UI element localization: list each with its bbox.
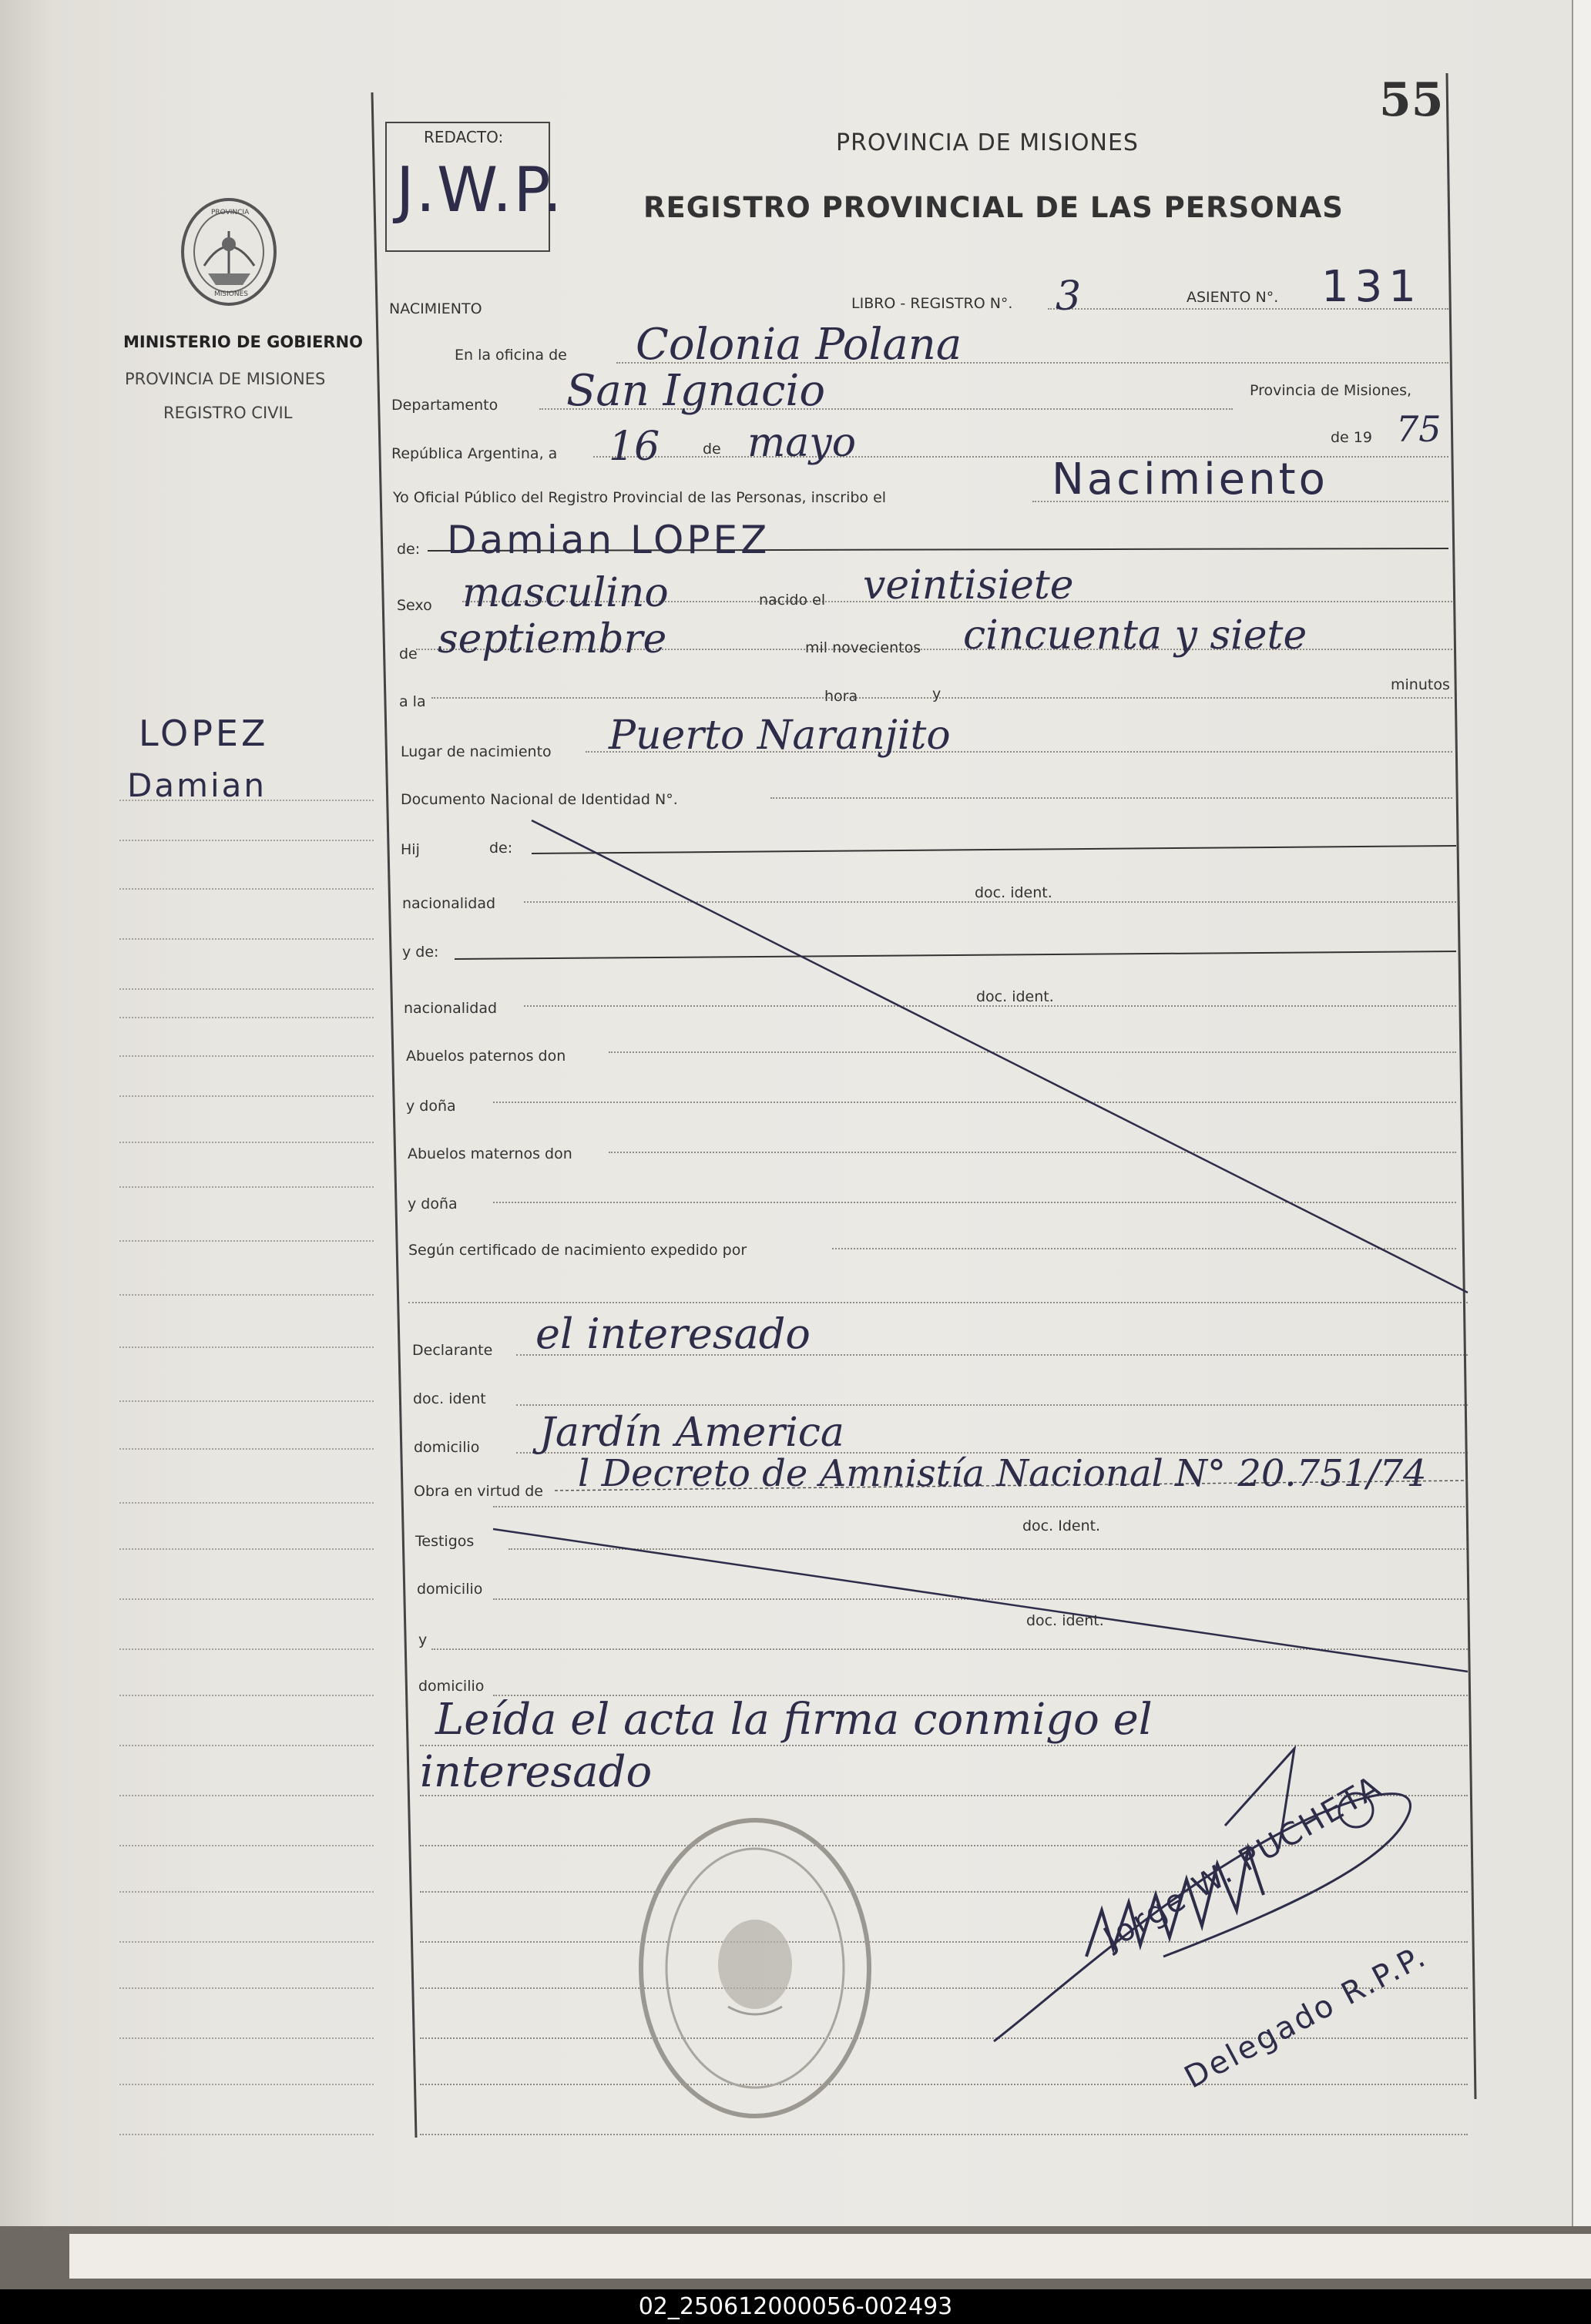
abuelos-maternos-label: Abuelos maternos don xyxy=(408,1145,572,1162)
year-value: 75 xyxy=(1396,408,1442,450)
y-de-label: y de: xyxy=(402,944,439,961)
nacido-value: veintisiete xyxy=(863,562,1074,609)
record-type-label: NACIMIENTO xyxy=(389,300,482,317)
ministry-province: PROVINCIA DE MISIONES xyxy=(125,370,326,388)
domicilio-label: domicilio xyxy=(414,1439,480,1456)
abuelos-paternos-label: Abuelos paternos don xyxy=(406,1048,566,1065)
registry-stamp xyxy=(636,1814,874,2122)
docident-testigo-1-label: doc. Ident. xyxy=(1022,1517,1101,1534)
hijo-label: Hij xyxy=(401,841,420,858)
certificado-label: Según certificado de nacimiento expedido por xyxy=(408,1242,747,1259)
image-caption: 02_250612000056-002493 xyxy=(0,2289,1591,2324)
de2-label: de xyxy=(399,646,418,662)
anio-nacimiento-value: cincuenta y siete xyxy=(963,612,1307,659)
a-la-label: a la xyxy=(399,693,426,710)
page-number: 55 xyxy=(1379,73,1444,127)
nacionalidad-2-label: nacionalidad xyxy=(404,1000,498,1017)
declarante-value: el interesado xyxy=(535,1310,811,1358)
province-heading: PROVINCIA DE MISIONES xyxy=(836,129,1139,156)
signature-name: Jorge W. PUCHETA xyxy=(1098,1768,1388,1957)
domicilio-testigo-1-label: domicilio xyxy=(417,1581,483,1598)
nombre-label: de: xyxy=(397,541,421,558)
sexo-label: Sexo xyxy=(397,597,432,614)
y-dona-1-label: y doña xyxy=(406,1098,456,1115)
sexo-value: masculino xyxy=(462,570,669,616)
closing-line-2: interesado xyxy=(420,1747,653,1797)
republica-label: República Argentina, a xyxy=(391,445,558,462)
lugar-value: Puerto Naranjito xyxy=(609,713,951,759)
docident-1-label: doc. ident. xyxy=(975,884,1052,901)
mes-nacimiento-value: septiembre xyxy=(438,616,667,662)
day-value: 16 xyxy=(609,424,660,470)
libro-label: LIBRO - REGISTRO N°. xyxy=(851,295,1013,312)
ministry-civil-registry: REGISTRO CIVIL xyxy=(163,404,293,422)
oficina-label: En la oficina de xyxy=(455,347,567,364)
dni-label: Documento Nacional de Identidad N°. xyxy=(401,791,678,808)
y-testigo-label: y xyxy=(418,1631,428,1648)
departamento-label: Departamento xyxy=(391,397,498,414)
margin-surname: LOPEZ xyxy=(139,713,269,754)
obra-label: Obra en virtud de xyxy=(414,1483,543,1500)
hora-label: hora xyxy=(824,688,858,705)
closing-line-1: Leída el acta la firma conmigo el xyxy=(435,1695,1153,1745)
asiento-label: ASIENTO N°. xyxy=(1187,289,1279,306)
oficial-label: Yo Oficial Público del Registro Provincial de las Personas, inscribo el xyxy=(393,489,887,506)
signature-title: Delegado R.P.P. xyxy=(1179,1938,1433,2096)
nombre-value: Damian LOPEZ xyxy=(447,518,770,562)
testigos-label: Testigos xyxy=(415,1533,475,1550)
nacido-label: nacido el xyxy=(759,592,826,609)
obra-value: l Decreto de Amnistía Nacional N° 20.751/74 xyxy=(578,1452,1427,1495)
redacto-initials: J.W.P. xyxy=(396,154,564,226)
departamento-value: San Ignacio xyxy=(566,366,826,416)
y-hora-label: y xyxy=(932,686,942,703)
inscribo-value: Nacimiento xyxy=(1052,454,1328,505)
declarante-label: Declarante xyxy=(412,1342,493,1359)
y-dona-2-label: y doña xyxy=(408,1196,458,1212)
oficina-value: Colonia Polana xyxy=(636,320,962,370)
docident-2-label: doc. ident. xyxy=(976,988,1054,1005)
redacto-box xyxy=(385,122,564,252)
seal-top-text: PROVINCIA xyxy=(211,209,250,216)
docident-testigo-2-label: doc. ident. xyxy=(1026,1612,1104,1629)
month-de-label: de xyxy=(703,441,721,458)
domicilio-value: Jardín America xyxy=(539,1410,844,1456)
year-label: de 19 xyxy=(1331,429,1372,446)
provincia-label: Provincia de Misiones, xyxy=(1250,382,1412,399)
margin-given-name: Damian xyxy=(127,766,267,804)
nacionalidad-1-label: nacionalidad xyxy=(402,895,496,912)
month-value: mayo xyxy=(747,420,856,466)
redacto-label: REDACTO: xyxy=(424,128,504,146)
hijo-de-label: de: xyxy=(489,840,513,857)
ministry-name: MINISTERIO DE GOBIERNO xyxy=(123,333,363,351)
minutos-label: minutos xyxy=(1391,676,1450,693)
asiento-value: 131 xyxy=(1321,262,1422,312)
libro-value: 3 xyxy=(1056,273,1082,320)
lugar-label: Lugar de nacimiento xyxy=(401,743,552,760)
registry-title: REGISTRO PROVINCIAL DE LAS PERSONAS xyxy=(643,191,1344,224)
seal-bottom-text: MISIONES xyxy=(214,290,249,298)
domicilio-testigo-2-label: domicilio xyxy=(418,1678,485,1695)
mil-novecientos-label: mil novecientos xyxy=(805,639,921,656)
docident-declarante-label: doc. ident xyxy=(413,1390,486,1407)
province-coat-of-arms xyxy=(177,196,281,312)
